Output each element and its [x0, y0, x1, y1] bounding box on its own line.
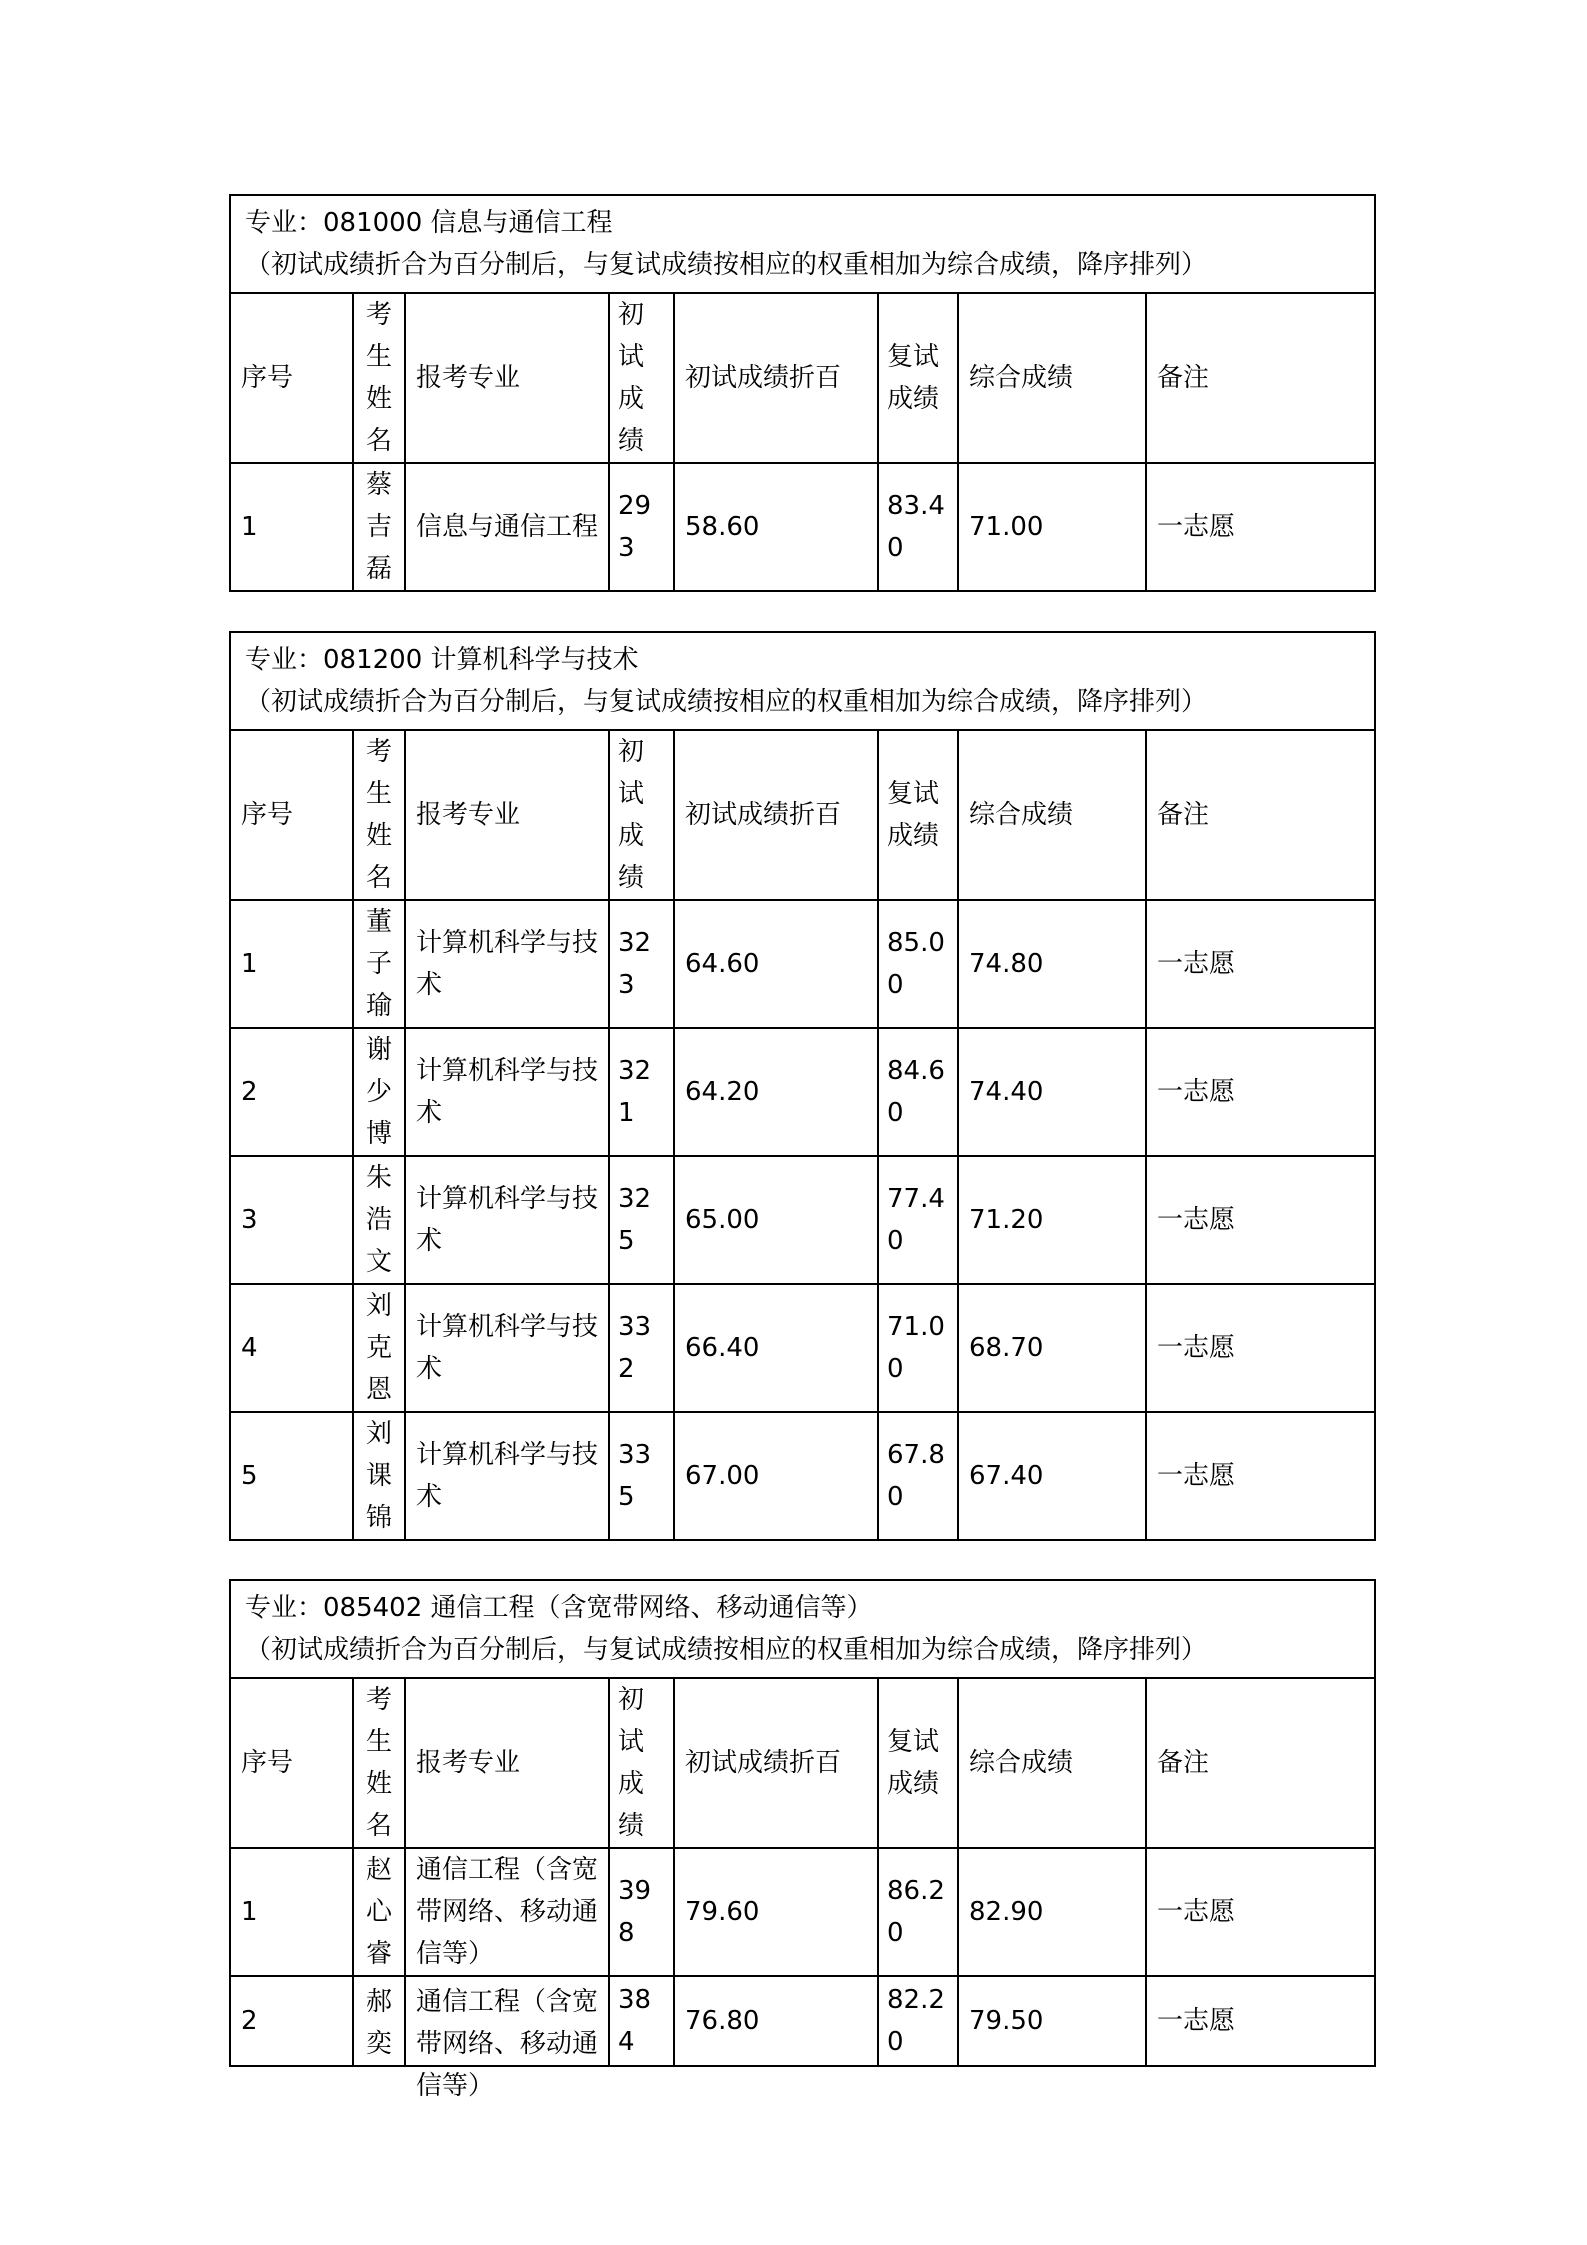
table-row	[230, 1028, 1375, 1156]
header-no: 序号	[230, 730, 353, 900]
header-name: 考生姓名	[353, 730, 405, 900]
cell-no: 1	[230, 900, 353, 1028]
cell-major: 计算机科学与技术	[405, 1412, 609, 1540]
cell-percent: 66.40	[674, 1284, 878, 1412]
cell-major: 计算机科学与技术	[405, 1028, 609, 1156]
cell-remark: 一志愿	[1146, 1848, 1375, 1976]
cell-percent: 76.80	[674, 1976, 878, 2066]
cell-initial: 384	[609, 1976, 674, 2066]
cell-retest: 67.80	[878, 1412, 958, 1540]
cell-total: 74.80	[958, 900, 1146, 1028]
header-row	[230, 1678, 1375, 1848]
cell-initial: 325	[609, 1156, 674, 1284]
cell-name: 谢少博	[353, 1028, 405, 1156]
cell-name: 董子瑜	[353, 900, 405, 1028]
cell-no: 3	[230, 1156, 353, 1284]
cell-remark: 一志愿	[1146, 1412, 1375, 1540]
cell-no: 1	[230, 1848, 353, 1976]
cell-percent: 65.00	[674, 1156, 878, 1284]
cell-name: 赵心睿	[353, 1848, 405, 1976]
section-note: （初试成绩折合为百分制后，与复试成绩按相应的权重相加为综合成绩，降序排列）	[245, 1635, 1208, 1665]
cell-initial: 321	[609, 1028, 674, 1156]
cell-total: 82.90	[958, 1848, 1146, 1976]
cell-percent: 67.00	[674, 1412, 878, 1540]
cell-no: 1	[230, 463, 353, 591]
table-row	[230, 463, 1375, 591]
cell-percent: 58.60	[674, 463, 878, 591]
cell-total: 67.40	[958, 1412, 1146, 1540]
cell-name: 朱浩文	[353, 1156, 405, 1284]
cell-major: 信息与通信工程	[405, 463, 609, 591]
cell-retest: 82.20	[878, 1976, 958, 2066]
header-name: 考生姓名	[353, 1678, 405, 1848]
table-row	[230, 1284, 1375, 1412]
header-percent: 初试成绩折百	[674, 1678, 878, 1848]
cell-no: 2	[230, 1028, 353, 1156]
cell-total: 79.50	[958, 1976, 1146, 2066]
cell-remark: 一志愿	[1146, 1976, 1375, 2066]
header-major: 报考专业	[405, 730, 609, 900]
cell-initial: 293	[609, 463, 674, 591]
header-remark: 备注	[1146, 730, 1375, 900]
cell-retest: 77.40	[878, 1156, 958, 1284]
header-total: 综合成绩	[958, 1678, 1146, 1848]
header-major: 报考专业	[405, 1678, 609, 1848]
cell-retest: 83.40	[878, 463, 958, 591]
header-total: 综合成绩	[958, 730, 1146, 900]
cell-name: 刘克恩	[353, 1284, 405, 1412]
header-initial: 初试成绩	[609, 1678, 674, 1848]
cell-initial: 398	[609, 1848, 674, 1976]
table-row	[230, 1976, 1375, 2066]
section-note: （初试成绩折合为百分制后，与复试成绩按相应的权重相加为综合成绩，降序排列）	[245, 250, 1208, 280]
cell-remark: 一志愿	[1146, 1028, 1375, 1156]
cell-initial: 335	[609, 1412, 674, 1540]
cell-major	[405, 1976, 609, 2101]
cell-total: 68.70	[958, 1284, 1146, 1412]
cell-total: 71.20	[958, 1156, 1146, 1284]
cell-major: 通信工程（含宽带网络、移动通信等）	[405, 1848, 609, 1976]
table-row	[230, 900, 1375, 1028]
score-table-085402	[229, 1579, 1376, 2101]
cell-total: 71.00	[958, 463, 1146, 591]
cell-remark: 一志愿	[1146, 900, 1375, 1028]
cell-major: 计算机科学与技术	[405, 1284, 609, 1412]
cell-no: 5	[230, 1412, 353, 1540]
cell-percent: 64.60	[674, 900, 878, 1028]
section-title-cell	[230, 632, 1375, 730]
header-row	[230, 293, 1375, 463]
header-initial: 初试成绩	[609, 730, 674, 900]
section-title: 专业：085402 通信工程（含宽带网络、移动通信等）	[245, 1593, 873, 1623]
header-remark: 备注	[1146, 1678, 1375, 1848]
header-percent: 初试成绩折百	[674, 730, 878, 900]
cell-name: 刘课锦	[353, 1412, 405, 1540]
cell-major-text: 通信工程（含宽带网络、移动通信等）	[416, 1987, 599, 2101]
score-table-081000	[229, 194, 1376, 592]
cell-name: 郝奕	[353, 1976, 405, 2066]
table-row	[230, 1412, 1375, 1540]
cell-retest: 84.60	[878, 1028, 958, 1156]
header-row	[230, 730, 1375, 900]
section-title-cell	[230, 195, 1375, 293]
header-percent: 初试成绩折百	[674, 293, 878, 463]
section-title-cell	[230, 1580, 1375, 1678]
cell-remark: 一志愿	[1146, 463, 1375, 591]
header-no: 序号	[230, 1678, 353, 1848]
cell-retest: 86.20	[878, 1848, 958, 1976]
cell-initial: 323	[609, 900, 674, 1028]
cell-remark: 一志愿	[1146, 1156, 1375, 1284]
header-total: 综合成绩	[958, 293, 1146, 463]
header-name: 考生姓名	[353, 293, 405, 463]
header-major: 报考专业	[405, 293, 609, 463]
cell-no: 4	[230, 1284, 353, 1412]
section-note: （初试成绩折合为百分制后，与复试成绩按相应的权重相加为综合成绩，降序排列）	[245, 687, 1208, 717]
cell-remark: 一志愿	[1146, 1284, 1375, 1412]
cell-initial: 332	[609, 1284, 674, 1412]
section-title: 专业：081000 信息与通信工程	[245, 208, 613, 238]
cell-major: 计算机科学与技术	[405, 900, 609, 1028]
cell-total: 74.40	[958, 1028, 1146, 1156]
header-retest: 复试成绩	[878, 730, 958, 900]
table-row	[230, 1156, 1375, 1284]
header-no: 序号	[230, 293, 353, 463]
score-table-081200	[229, 631, 1376, 1541]
header-initial: 初试成绩	[609, 293, 674, 463]
cell-name: 蔡吉磊	[353, 463, 405, 591]
header-remark: 备注	[1146, 293, 1375, 463]
header-retest: 复试成绩	[878, 1678, 958, 1848]
table-row	[230, 1848, 1375, 1976]
cell-retest: 85.00	[878, 900, 958, 1028]
cell-percent: 64.20	[674, 1028, 878, 1156]
header-retest: 复试成绩	[878, 293, 958, 463]
cell-no: 2	[230, 1976, 353, 2066]
cell-percent: 79.60	[674, 1848, 878, 1976]
cell-retest: 71.00	[878, 1284, 958, 1412]
cell-major: 计算机科学与技术	[405, 1156, 609, 1284]
section-title: 专业：081200 计算机科学与技术	[245, 645, 639, 675]
